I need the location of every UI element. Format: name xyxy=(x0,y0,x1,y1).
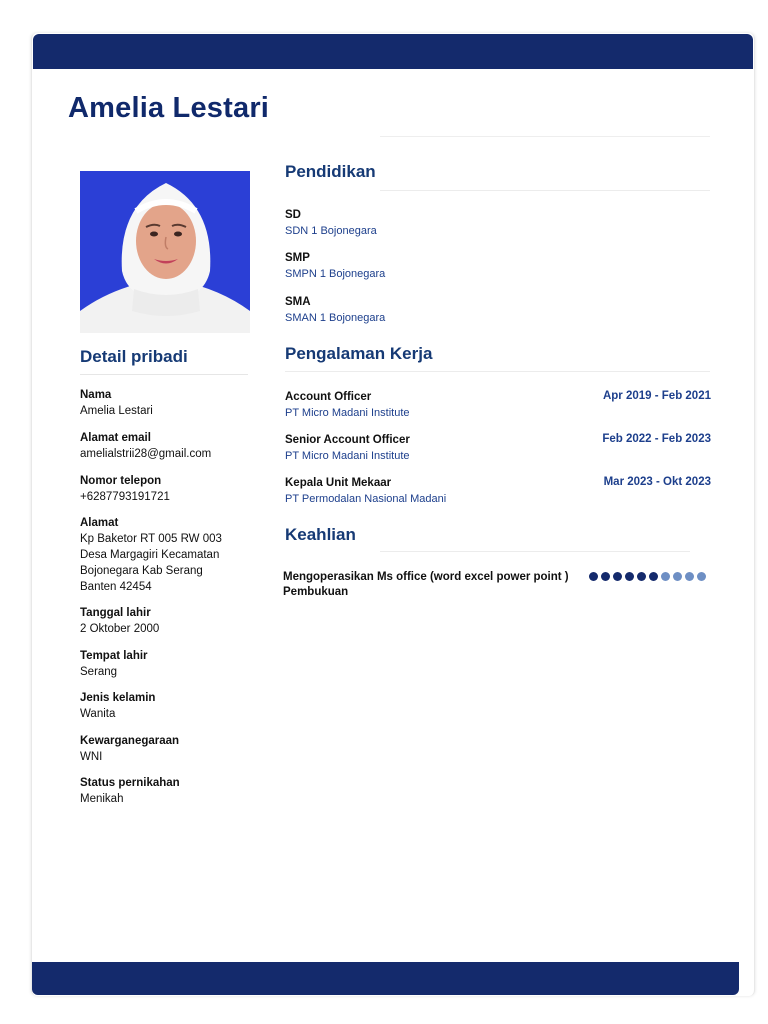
profile-photo xyxy=(80,171,250,333)
detail-value: amelialstrii28@gmail.com xyxy=(80,448,212,460)
divider xyxy=(380,136,710,137)
experience-period: Feb 2022 - Feb 2023 xyxy=(602,433,711,445)
education-level: SMP xyxy=(285,252,310,264)
skill-dot-empty xyxy=(697,572,706,581)
detail-value: Amelia Lestari xyxy=(80,405,153,417)
detail-address xyxy=(80,516,270,595)
skill-name: Pembukuan xyxy=(283,586,349,598)
experience-company: PT Permodalan Nasional Madani xyxy=(285,493,447,505)
detail-birthplace xyxy=(80,649,270,680)
education-school: SDN 1 Bojonegara xyxy=(285,225,377,237)
skill-dot-filled xyxy=(649,572,658,581)
detail-label: Nomor telepon xyxy=(80,475,162,487)
experience-role: Account Officer xyxy=(285,391,372,403)
skill-level-dots xyxy=(589,572,706,581)
detail-gender xyxy=(80,691,270,722)
education-level: SMA xyxy=(285,296,311,308)
detail-value: Wanita xyxy=(80,708,116,720)
experience-item xyxy=(285,433,715,464)
experience-item xyxy=(285,476,715,507)
education-level: SD xyxy=(285,209,301,221)
person-name: Amelia Lestari xyxy=(68,92,270,124)
skill-dot-filled xyxy=(601,572,610,581)
detail-label: Kewarganegaraan xyxy=(80,735,180,747)
education-school: SMPN 1 Bojonegara xyxy=(285,268,386,280)
detail-phone xyxy=(80,474,270,505)
skill-name: Mengoperasikan Ms office (word excel power point ) xyxy=(283,571,569,583)
education-school: SMAN 1 Bojonegara xyxy=(285,312,386,324)
experience-role: Kepala Unit Mekaar xyxy=(285,477,392,489)
personal-details-title: Detail pribadi xyxy=(80,347,188,366)
experience-role: Senior Account Officer xyxy=(285,434,410,446)
experience-period: Mar 2023 - Okt 2023 xyxy=(603,476,711,488)
footer-bar xyxy=(32,962,739,995)
detail-value: Menikah xyxy=(80,793,124,805)
header-bar xyxy=(33,34,753,69)
experience-company: PT Micro Madani Institute xyxy=(285,407,410,419)
detail-birthdate xyxy=(80,606,270,637)
skill-dot-empty xyxy=(673,572,682,581)
detail-label: Alamat email xyxy=(80,432,151,444)
detail-label: Jenis kelamin xyxy=(80,692,156,704)
divider xyxy=(80,374,248,375)
detail-label: Tanggal lahir xyxy=(80,607,151,619)
detail-value: Kp Baketor RT 005 RW 003 Desa Margagiri Kecamatan Bojonegara Kab Serang Banten 42454 xyxy=(80,533,222,593)
detail-name xyxy=(80,388,270,419)
detail-label: Nama xyxy=(80,389,112,401)
experience-title: Pengalaman Kerja xyxy=(285,344,433,363)
experience-company: PT Micro Madani Institute xyxy=(285,450,410,462)
education-item xyxy=(285,208,715,239)
education-item xyxy=(285,295,715,326)
detail-marital-status xyxy=(80,776,270,807)
skill-dot-empty xyxy=(661,572,670,581)
divider xyxy=(285,371,710,372)
skill-dot-filled xyxy=(589,572,598,581)
divider xyxy=(380,190,710,191)
detail-value: +6287793191721 xyxy=(80,491,170,503)
skills-title: Keahlian xyxy=(285,525,356,544)
skill-dot-filled xyxy=(625,572,634,581)
detail-label: Tempat lahir xyxy=(80,650,148,662)
detail-nationality xyxy=(80,734,270,765)
detail-email xyxy=(80,431,270,462)
detail-value: 2 Oktober 2000 xyxy=(80,623,160,635)
education-title: Pendidikan xyxy=(285,162,376,181)
skill-dot-empty xyxy=(685,572,694,581)
detail-label: Alamat xyxy=(80,517,119,529)
divider xyxy=(380,551,690,552)
skill-dot-filled xyxy=(613,572,622,581)
detail-value: Serang xyxy=(80,666,118,678)
detail-value: WNI xyxy=(80,751,103,763)
skill-dot-filled xyxy=(637,572,646,581)
detail-label: Status pernikahan xyxy=(80,777,180,789)
experience-item xyxy=(285,390,715,421)
education-item xyxy=(285,251,715,282)
experience-period: Apr 2019 - Feb 2021 xyxy=(602,390,711,402)
